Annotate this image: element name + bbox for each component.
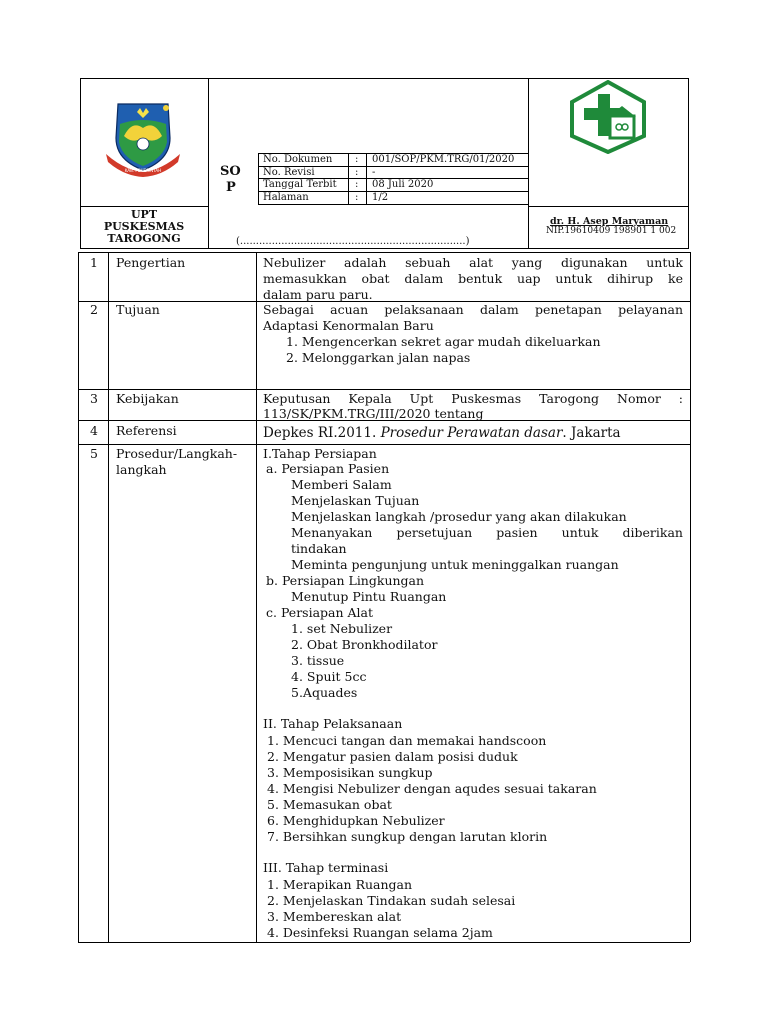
procedure-step: 6. Menghidupkan Nebulizer [267, 813, 445, 828]
row-label-prosedur-2: langkah [116, 462, 167, 477]
meta-label-issue-date: Tanggal Terbit [263, 179, 337, 190]
row-label-referensi: Referensi [116, 423, 177, 438]
procedure-step: 3. tissue [291, 653, 345, 668]
procedure-step: 2. Obat Bronkhodilator [291, 637, 438, 652]
procedure-step: Meminta pengunjung untuk meninggalkan ruangan [291, 557, 619, 572]
procedure-subheading: b. Persiapan Lingkungan [266, 573, 425, 588]
procedure-step: 4. Desinfeksi Ruangan selama 2jam [267, 925, 493, 940]
meta-value-page: 1/2 [372, 192, 389, 203]
meta-label-revision: No. Revisi [263, 167, 315, 178]
meta-value-revision: - [372, 167, 376, 178]
procedure-step: Menutup Pintu Ruangan [291, 589, 447, 604]
procedure-step: tindakan [291, 541, 347, 556]
procedure-step: 7. Bersihkan sungkup dengan larutan klorin [267, 829, 548, 844]
reference-city: . Jakarta [562, 425, 621, 441]
row-content-line: Nebulizer adalah sebuah alat yang digunakan untuk [263, 255, 683, 270]
org-name-line-2: PUSKESMAS [103, 220, 185, 233]
procedure-section-heading: I.Tahap Persiapan [263, 446, 377, 461]
district-emblem-icon [104, 98, 182, 178]
title-placeholder: (.......................................................................) [236, 236, 470, 247]
row-content-line: memasukkan obat dalam bentuk uap untuk dihirup ke [263, 271, 683, 286]
procedure-step: 1. Mencuci tangan dan memakai handscoon [267, 733, 547, 748]
meta-value-issue-date: 08 Juli 2020 [372, 179, 434, 190]
procedure-step: 3. Memposisikan sungkup [267, 765, 433, 780]
reference-text [263, 425, 621, 441]
procedure-subheading: c. Persiapan Alat [266, 605, 374, 620]
row-content-line: Sebagai acuan pelaksanaan dalam penetapan pelayanan [263, 302, 683, 317]
sop-label: SO [220, 164, 241, 179]
procedure-step: Menjelaskan Tujuan [291, 493, 420, 508]
meta-value-document-no: 001/SOP/PKM.TRG/01/2020 [372, 154, 515, 165]
meta-sep: : [355, 179, 359, 190]
sop-label-2: P [226, 180, 236, 195]
org-name-line-1: UPT [130, 208, 158, 221]
row-label-prosedur: Prosedur/Langkah- [116, 446, 238, 461]
reference-title: Prosedur Perawatan dasar [380, 425, 563, 441]
row-number: 1 [90, 255, 98, 270]
meta-sep: : [355, 167, 359, 178]
row-content-line: 1. Mengencerkan sekret agar mudah dikeluarkan [286, 334, 601, 349]
procedure-step: 1. set Nebulizer [291, 621, 393, 636]
row-content-line: Keputusan Kepala Upt Puskesmas Tarogong Nomor : [263, 391, 683, 406]
row-label-tujuan: Tujuan [116, 302, 160, 317]
row-number: 5 [90, 446, 98, 461]
row-number: 2 [90, 302, 98, 317]
procedure-step: Menanyakan persetujuan pasien untuk diberikan [291, 525, 683, 540]
svg-text:KAB. PEMERINTAH: KAB. PEMERINTAH [124, 168, 162, 173]
row-content-line: dalam paru paru. [263, 287, 373, 302]
procedure-step: 3. Membereskan alat [267, 909, 402, 924]
procedure-step: 5. Memasukan obat [267, 797, 392, 812]
procedure-step: 1. Merapikan Ruangan [267, 877, 413, 892]
procedure-step: Memberi Salam [291, 477, 392, 492]
procedure-section-heading: II. Tahap Pelaksanaan [263, 716, 403, 731]
row-content-line: 113/SK/PKM.TRG/III/2020 tentang [263, 406, 484, 421]
meta-sep: : [355, 192, 359, 203]
row-label-kebijakan: Kebijakan [116, 391, 179, 406]
procedure-step: 5.Aquades [291, 685, 358, 700]
meta-sep: : [355, 154, 359, 165]
signer-nip: NIP.19610409 198901 1 002 [546, 226, 677, 236]
procedure-step: 2. Menjelaskan Tindakan sudah selesai [267, 893, 516, 908]
procedure-step: Menjelaskan langkah /prosedur yang akan dilakukan [291, 509, 627, 524]
puskesmas-logo-icon [568, 80, 648, 154]
row-number: 3 [90, 391, 98, 406]
row-number: 4 [90, 423, 98, 438]
signer-name: dr. H. Asep Maryaman [550, 216, 669, 227]
row-content-line: Adaptasi Kenormalan Baru [263, 318, 434, 333]
meta-label-document-no: No. Dokumen [263, 154, 333, 165]
procedure-subheading: a. Persiapan Pasien [266, 461, 390, 476]
procedure-step: 4. Mengisi Nebulizer dengan aqudes sesuai takaran [267, 781, 597, 796]
procedure-step: 2. Mengatur pasien dalam posisi duduk [267, 749, 518, 764]
procedure-section-heading: III. Tahap terminasi [263, 860, 389, 875]
meta-label-page: Halaman [263, 192, 309, 203]
procedure-step: 4. Spuit 5cc [291, 669, 367, 684]
org-name-line-3: TAROGONG [107, 232, 181, 245]
row-content-line: 2. Melonggarkan jalan napas [286, 350, 471, 365]
row-label-pengertian: Pengertian [116, 255, 186, 270]
reference-source: Depkes RI.2011. [263, 425, 377, 441]
